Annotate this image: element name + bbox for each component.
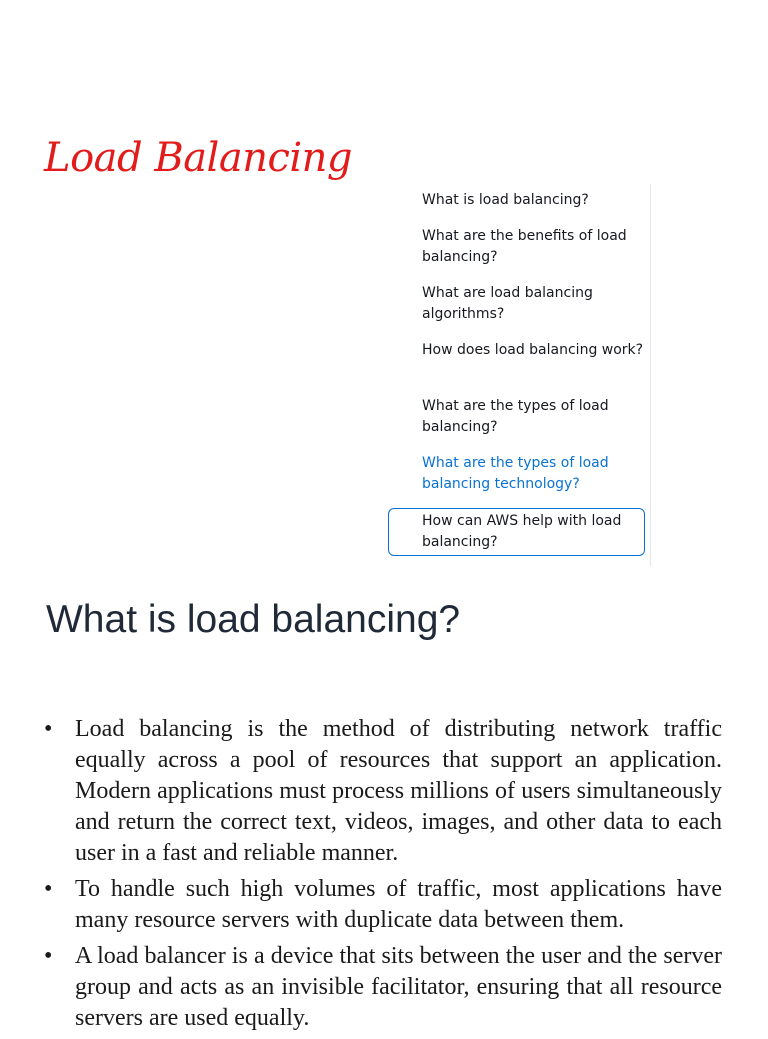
toc-link-aws-help[interactable]: How can AWS help with load balancing? [388,508,645,556]
section-heading: What is load balancing? [46,598,461,641]
toc-link-benefits[interactable]: What are the benefits of load balancing? [422,228,627,265]
toc-link-algorithms[interactable]: What are load balancing algorithms? [422,285,593,322]
bullet-item [44,874,722,936]
bullet-icon: • [44,716,53,742]
bullet-text: Load balancing is the method of distributing network traffic equally across a pool of resources that support an application. Modern applications must process millions of users simultaneously and return the correct text, videos, images, and other data to each user in a fast and reliable manner. [75,716,722,866]
bullet-icon: • [44,876,53,902]
bullet-item [44,714,722,869]
table-of-contents [388,184,651,566]
bullet-list [44,714,722,1039]
toc-link-how-it-works[interactable]: How does load balancing work? [422,342,644,358]
toc-link-technology-types[interactable]: What are the types of load balancing technology? [422,455,609,492]
slide-title: Load Balancing [44,135,353,181]
bullet-icon: • [44,943,53,969]
bullet-text: To handle such high volumes of traffic, most applications have many resource servers with duplicate data between them. [75,876,722,933]
toc-link-types[interactable]: What are the types of load balancing? [422,398,609,435]
toc-link-what-is[interactable]: What is load balancing? [422,192,589,208]
bullet-text: A load balancer is a device that sits between the user and the server group and acts as an invisible facilitator, ensuring that all resource servers are used equally. [75,943,722,1031]
bullet-item [44,941,722,1034]
